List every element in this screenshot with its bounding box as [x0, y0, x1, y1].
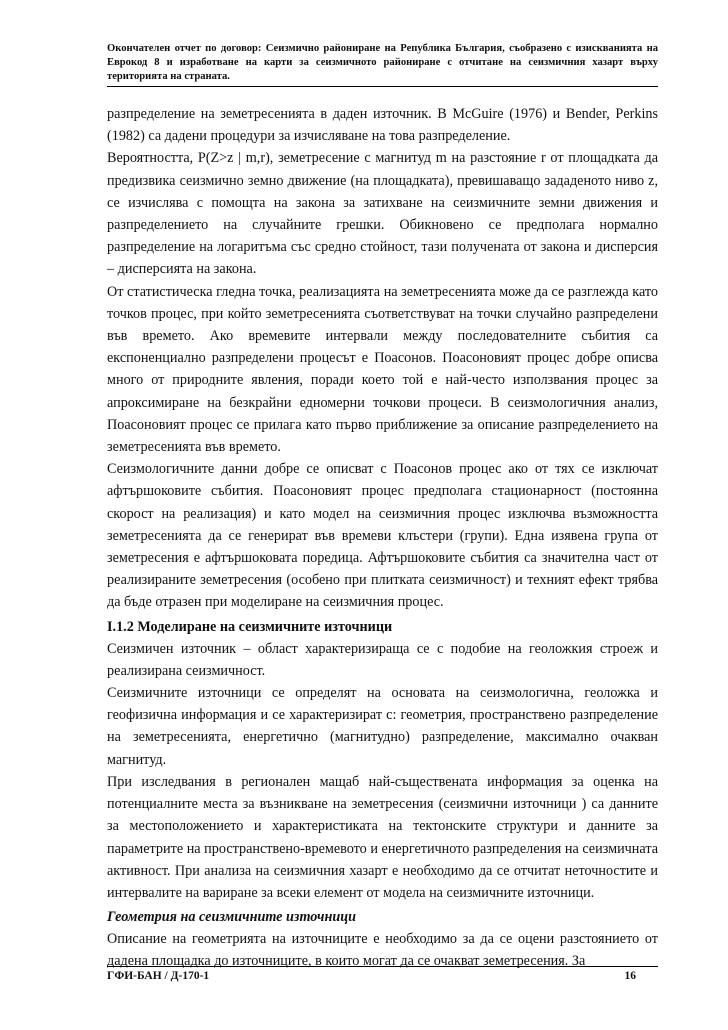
body-paragraph: Вероятността, P(Z>z | m,r), земетресение с магнитуд m на разстояние r от площадката да предизвика сеизмично земно движение (на площадката), превишаващо зададеното ниво z, се изчислява с помощта на закона за затихване на сеизмичните земни движения и разпределението на случайните грешки. Обикновено се предполага нормално разпределение на логаритъма със средно стойност, тази получената от закона и дисперсия – дисперсията на закона. [107, 150, 658, 278]
running-header: Окончателен отчет по договор: Сеизмично райониране на Република България, съобразено с изискванията на Еврокод 8 и изработване на карти за сеизмичното райониране с отчитане на сеизмичния хазарт върху територията на страната. [107, 43, 658, 82]
body-paragraph: Сеизмологичните данни добре се описват с Поасонов процес ако от тях се изключат афтършоковите събития. Поасоновият процес предполага стационарност (постоянна скорост на реализация) и като модел на сеизмичния процес изключва възможността земетресенията да се генерират във времеви клъстери (групи). Една изявена група от земетресения е афтършоковата поредица. Афтършоковите събития са значителна част от реализираните земетресения (особено при плитката сеизмичност) и техният ефект трябва да бъде отразен при моделиране на сеизмичния процес. [107, 461, 658, 611]
page-body [107, 103, 658, 973]
document-id: ГФИ-БАН / Д-170-1 [107, 970, 210, 982]
body-paragraph: Сеизмичен източник – област характеризираща се с подобие на геоложкия строеж и реализирана сеизмичност. [107, 640, 658, 679]
section-heading: I.1.2 Моделиране на сеизмичните източници [107, 618, 393, 635]
header-rule [107, 86, 658, 87]
subsection-heading: Геометрия на сеизмичните източници [107, 909, 357, 926]
footer-rule [107, 966, 658, 967]
page-footer [107, 970, 658, 982]
body-paragraph: От статистическа гледна точка, реализацията на земетресенията може да се разглежда като точков процес, при който земетресенията съответствуват на точки случайно разпределени във времето. Ако времевите интервали между последователните събития са експоненциално разпределени процесът е Поасонов. Поасоновият процес добре описва много от природните явления, поради което той е най-често използвания процес за апроксимиране на безкрайни едномерни точкови процеси. В сеизмологичния анализ, Поасоновият процес се прилага като първо приближение за описание разпределението на земетресенията във времето. [107, 283, 658, 456]
body-paragraph: При изследвания в регионален мащаб най-съществената информация за оценка на потенциалните места за възникване на земетресения (сеизмични източници ) са данните за местоположението и характеристиката на тектонските структури и данните за параметрите на пространствено-времевото и енергетичното разпределения на сеизмичната активност. При анализа на сеизмичния хазарт е необходимо да се отчитат неточностите и интервалите на вариране за всеки елемент от модела на сеизмичните източници. [107, 773, 658, 901]
body-paragraph: Описание на геометрията на източниците е необходимо за да се оцени разстоянието от дадена площадка до източниците, в които могат да се очакват земетресения. За [107, 931, 658, 970]
body-paragraph: Сеизмичните източници се определят на основата на сеизмологична, геоложка и геофизична информация и се характеризират с: геометрия, пространствено разпределение на земетресенията, енергетично (магнитудно) разпределение, максимално очакван магнитуд. [107, 685, 658, 768]
page-number: 16 [624, 970, 636, 982]
body-paragraph: разпределение на земетресенията в даден източник. В McGuire (1976) и Bender, Perkins (1982) са дадени процедури за изчисляване на това разпределение. [107, 106, 658, 145]
